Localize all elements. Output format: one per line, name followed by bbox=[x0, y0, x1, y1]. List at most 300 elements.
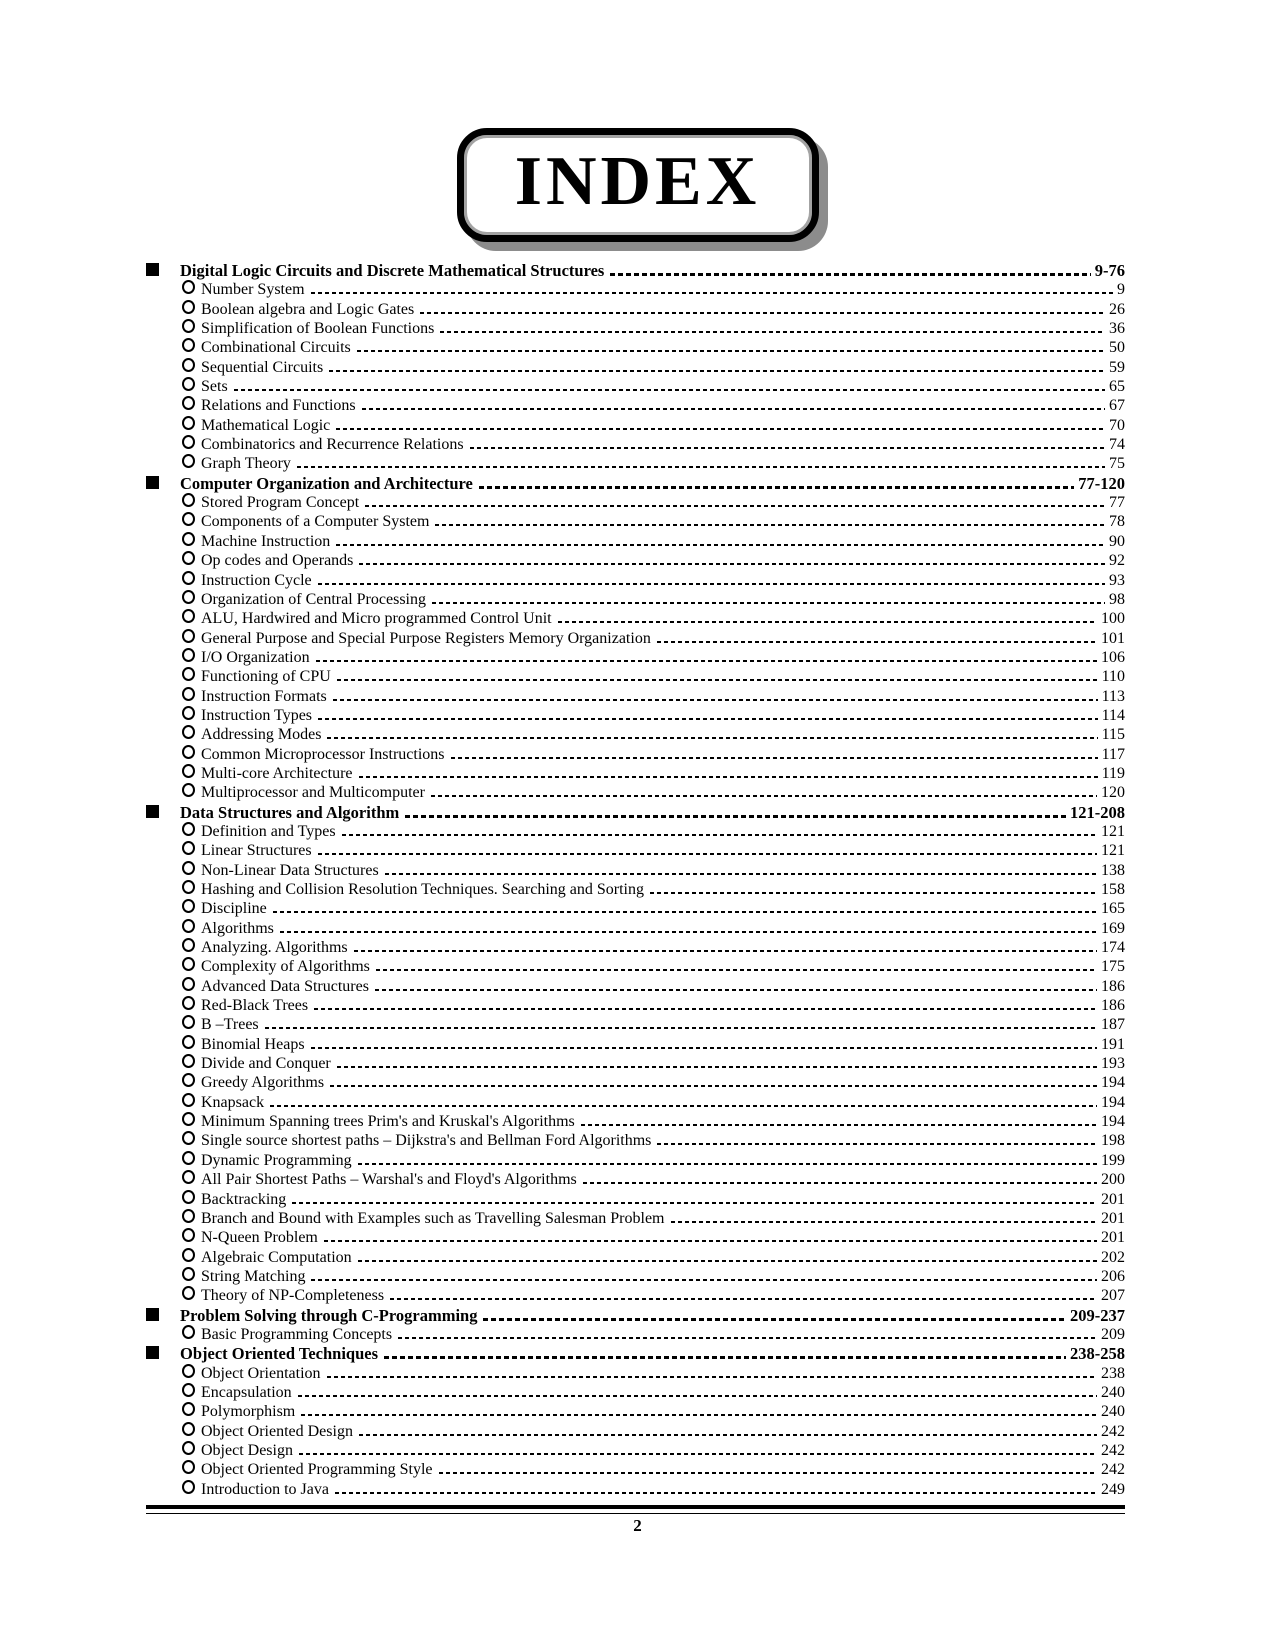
dotted-leader bbox=[327, 737, 1097, 739]
toc-item-row bbox=[146, 667, 1125, 686]
dotted-leader bbox=[299, 1453, 1097, 1455]
dotted-leader bbox=[327, 1376, 1097, 1378]
toc-item-row bbox=[146, 1093, 1125, 1112]
toc-item-page-number: 74 bbox=[1109, 436, 1125, 454]
circle-bullet-icon bbox=[182, 938, 195, 952]
dotted-leader bbox=[384, 1356, 1066, 1359]
toc-item-label: Combinational Circuits bbox=[201, 339, 351, 357]
toc-item-page-number: 199 bbox=[1101, 1151, 1125, 1169]
dotted-leader bbox=[358, 1260, 1097, 1262]
toc-list bbox=[146, 261, 1125, 1499]
toc-item-label: Object Orientation bbox=[201, 1364, 321, 1382]
dotted-leader bbox=[337, 679, 1098, 681]
circle-bullet-icon bbox=[182, 822, 195, 836]
toc-item-page-number: 194 bbox=[1101, 1074, 1125, 1092]
dotted-leader bbox=[318, 718, 1098, 720]
toc-item-row bbox=[146, 629, 1125, 648]
circle-bullet-icon bbox=[182, 532, 195, 546]
toc-item-row bbox=[146, 1054, 1125, 1073]
toc-item-label: Op codes and Operands bbox=[201, 552, 354, 570]
circle-bullet-icon bbox=[182, 841, 195, 855]
dotted-leader bbox=[385, 873, 1097, 875]
dotted-leader bbox=[318, 853, 1097, 855]
toc-item-page-number: 242 bbox=[1101, 1461, 1125, 1479]
toc-item-label: Single source shortest paths – Dijkstra's and Bellman Ford Algorithms bbox=[201, 1132, 652, 1150]
toc-item-row bbox=[146, 822, 1125, 841]
dotted-leader bbox=[657, 1143, 1097, 1145]
toc-item-label: Multiprocessor and Multicomputer bbox=[201, 784, 425, 802]
toc-item-label: Machine Instruction bbox=[201, 532, 331, 550]
toc-item-row bbox=[146, 1422, 1125, 1441]
circle-bullet-icon bbox=[182, 396, 195, 410]
toc-item-label: Sequential Circuits bbox=[201, 358, 324, 376]
toc-item-row bbox=[146, 977, 1125, 996]
toc-item-row bbox=[146, 512, 1125, 531]
dotted-leader bbox=[359, 1434, 1097, 1436]
dotted-leader bbox=[301, 1414, 1097, 1416]
toc-item-page-number: 93 bbox=[1109, 571, 1125, 589]
dotted-leader bbox=[333, 699, 1098, 701]
dotted-leader bbox=[558, 621, 1097, 623]
dotted-leader bbox=[234, 389, 1105, 391]
circle-bullet-icon bbox=[182, 338, 195, 352]
circle-bullet-icon bbox=[182, 1460, 195, 1474]
dotted-leader bbox=[405, 815, 1066, 818]
circle-bullet-icon bbox=[182, 571, 195, 585]
dotted-leader bbox=[650, 892, 1097, 894]
dotted-leader bbox=[581, 1124, 1097, 1126]
circle-bullet-icon bbox=[182, 899, 195, 913]
toc-item-page-number: 240 bbox=[1101, 1403, 1125, 1421]
toc-item-page-number: 169 bbox=[1101, 919, 1125, 937]
toc-item-label: Sets bbox=[201, 378, 228, 396]
toc-item-page-number: 75 bbox=[1109, 455, 1125, 473]
toc-item-page-number: 36 bbox=[1109, 320, 1125, 338]
toc-item-row bbox=[146, 1170, 1125, 1189]
toc-item-row bbox=[146, 1460, 1125, 1479]
toc-item-row bbox=[146, 571, 1125, 590]
dotted-leader bbox=[314, 1008, 1097, 1010]
square-bullet-icon bbox=[146, 263, 159, 276]
toc-item-page-number: 77 bbox=[1109, 494, 1125, 512]
toc-item-page-number: 194 bbox=[1101, 1093, 1125, 1111]
dotted-leader bbox=[311, 292, 1113, 294]
dotted-leader bbox=[375, 989, 1097, 991]
toc-item-row bbox=[146, 1112, 1125, 1131]
dotted-leader bbox=[390, 1298, 1097, 1300]
toc-item-label: Combinatorics and Recurrence Relations bbox=[201, 436, 464, 454]
circle-bullet-icon bbox=[182, 880, 195, 894]
toc-item-label: General Purpose and Special Purpose Registers Memory Organization bbox=[201, 629, 651, 647]
dotted-leader bbox=[265, 1027, 1097, 1029]
toc-item-row bbox=[146, 1035, 1125, 1054]
toc-item-page-number: 59 bbox=[1109, 358, 1125, 376]
toc-item-row bbox=[146, 919, 1125, 938]
toc-item-page-number: 121 bbox=[1101, 842, 1125, 860]
toc-item-label: Stored Program Concept bbox=[201, 494, 360, 512]
square-bullet-icon bbox=[146, 1346, 159, 1359]
dotted-leader bbox=[657, 641, 1097, 643]
dotted-leader bbox=[440, 331, 1105, 333]
toc-chapter-page-range: 9-76 bbox=[1094, 261, 1125, 280]
circle-bullet-icon bbox=[182, 861, 195, 875]
toc-item-label: Encapsulation bbox=[201, 1383, 292, 1401]
toc-item-page-number: 78 bbox=[1109, 513, 1125, 531]
toc-item-label: Knapsack bbox=[201, 1093, 265, 1111]
dotted-leader bbox=[297, 466, 1105, 468]
toc-item-row bbox=[146, 1228, 1125, 1247]
dotted-leader bbox=[342, 834, 1097, 836]
toc-item-page-number: 120 bbox=[1101, 784, 1125, 802]
dotted-leader bbox=[671, 1221, 1098, 1223]
dotted-leader bbox=[362, 408, 1105, 410]
circle-bullet-icon bbox=[182, 1383, 195, 1397]
dotted-leader bbox=[483, 1318, 1066, 1321]
toc-chapter-row bbox=[146, 1306, 1125, 1325]
toc-item-row bbox=[146, 687, 1125, 706]
circle-bullet-icon bbox=[182, 1073, 195, 1087]
dotted-leader bbox=[420, 312, 1105, 314]
toc-item-label: Non-Linear Data Structures bbox=[201, 861, 379, 879]
toc-item-page-number: 26 bbox=[1109, 300, 1125, 318]
circle-bullet-icon bbox=[182, 725, 195, 739]
toc-chapter-row bbox=[146, 261, 1125, 280]
toc-item-page-number: 201 bbox=[1101, 1209, 1125, 1227]
dotted-leader bbox=[336, 544, 1105, 546]
toc-item-page-number: 207 bbox=[1101, 1287, 1125, 1305]
circle-bullet-icon bbox=[182, 996, 195, 1010]
toc-item-row bbox=[146, 280, 1125, 299]
toc-item-page-number: 201 bbox=[1101, 1190, 1125, 1208]
circle-bullet-icon bbox=[182, 977, 195, 991]
toc-item-page-number: 9 bbox=[1117, 281, 1125, 299]
toc-item-row bbox=[146, 551, 1125, 570]
toc-item-label: Instruction Formats bbox=[201, 687, 327, 705]
toc-item-label: Discipline bbox=[201, 900, 267, 918]
toc-item-row bbox=[146, 319, 1125, 338]
toc-item-row bbox=[146, 1248, 1125, 1267]
circle-bullet-icon bbox=[182, 590, 195, 604]
toc-item-page-number: 110 bbox=[1101, 668, 1125, 686]
toc-item-label: ALU, Hardwired and Micro programmed Control Unit bbox=[201, 610, 552, 628]
circle-bullet-icon bbox=[182, 1480, 195, 1494]
toc-item-label: Functioning of CPU bbox=[201, 668, 331, 686]
toc-item-row bbox=[146, 416, 1125, 435]
toc-item-page-number: 198 bbox=[1101, 1132, 1125, 1150]
circle-bullet-icon bbox=[182, 1190, 195, 1204]
dotted-leader bbox=[354, 950, 1097, 952]
circle-bullet-icon bbox=[182, 551, 195, 565]
toc-item-label: Advanced Data Structures bbox=[201, 977, 369, 995]
toc-item-label: Algorithms bbox=[201, 919, 274, 937]
toc-item-page-number: 165 bbox=[1101, 900, 1125, 918]
circle-bullet-icon bbox=[182, 1151, 195, 1165]
toc-item-label: Branch and Bound with Examples such as Travelling Salesman Problem bbox=[201, 1209, 665, 1227]
toc-item-label: Dynamic Programming bbox=[201, 1151, 352, 1169]
toc-item-page-number: 193 bbox=[1101, 1055, 1125, 1073]
toc-item-row bbox=[146, 1364, 1125, 1383]
circle-bullet-icon bbox=[182, 1402, 195, 1416]
toc-item-page-number: 90 bbox=[1109, 532, 1125, 550]
toc-item-page-number: 138 bbox=[1101, 861, 1125, 879]
square-bullet-icon bbox=[146, 805, 159, 818]
circle-bullet-icon bbox=[182, 1015, 195, 1029]
toc-item-label: Backtracking bbox=[201, 1190, 287, 1208]
toc-item-row bbox=[146, 1480, 1125, 1499]
toc-chapter-page-range: 77-120 bbox=[1078, 473, 1125, 493]
toc-item-row bbox=[146, 590, 1125, 609]
circle-bullet-icon bbox=[182, 1112, 195, 1126]
toc-item-page-number: 187 bbox=[1101, 1016, 1125, 1034]
circle-bullet-icon bbox=[182, 1209, 195, 1223]
toc-item-row bbox=[146, 396, 1125, 415]
toc-item-label: Analyzing. Algorithms bbox=[201, 939, 348, 957]
toc-item-row bbox=[146, 532, 1125, 551]
toc-item-page-number: 100 bbox=[1101, 610, 1125, 628]
toc-item-row bbox=[146, 1402, 1125, 1421]
circle-bullet-icon bbox=[182, 1170, 195, 1184]
toc-item-page-number: 121 bbox=[1101, 822, 1125, 840]
circle-bullet-icon bbox=[182, 687, 195, 701]
toc-item-row bbox=[146, 493, 1125, 512]
toc-chapter-label: Digital Logic Circuits and Discrete Mathematical Structures bbox=[180, 261, 605, 280]
toc-item-label: Relations and Functions bbox=[201, 397, 356, 415]
toc-item-row bbox=[146, 783, 1125, 802]
toc-item-row bbox=[146, 899, 1125, 918]
toc-item-row bbox=[146, 609, 1125, 628]
circle-bullet-icon bbox=[182, 957, 195, 971]
circle-bullet-icon bbox=[182, 416, 195, 430]
circle-bullet-icon bbox=[182, 1228, 195, 1242]
dotted-leader bbox=[365, 505, 1105, 507]
dotted-leader bbox=[324, 1240, 1097, 1242]
circle-bullet-icon bbox=[182, 1325, 195, 1339]
toc-item-page-number: 202 bbox=[1101, 1248, 1125, 1266]
dotted-leader bbox=[451, 757, 1098, 759]
toc-item-label: Boolean algebra and Logic Gates bbox=[201, 300, 415, 318]
toc-item-page-number: 175 bbox=[1101, 958, 1125, 976]
toc-item-page-number: 50 bbox=[1109, 339, 1125, 357]
circle-bullet-icon bbox=[182, 783, 195, 797]
toc-item-row bbox=[146, 1383, 1125, 1402]
dotted-leader bbox=[337, 1066, 1097, 1068]
dotted-leader bbox=[439, 1472, 1097, 1474]
toc-item-label: N-Queen Problem bbox=[201, 1229, 318, 1247]
circle-bullet-icon bbox=[182, 280, 195, 294]
toc-chapter-label: Data Structures and Algorithm bbox=[180, 802, 400, 822]
toc-item-page-number: 194 bbox=[1101, 1113, 1125, 1131]
toc-item-label: String Matching bbox=[201, 1267, 306, 1285]
toc-item-page-number: 70 bbox=[1109, 416, 1125, 434]
toc-item-page-number: 117 bbox=[1101, 745, 1125, 763]
circle-bullet-icon bbox=[182, 435, 195, 449]
toc-item-row bbox=[146, 454, 1125, 473]
toc-item-label: Divide and Conquer bbox=[201, 1055, 331, 1073]
dotted-leader bbox=[318, 583, 1105, 585]
toc-item-row bbox=[146, 1209, 1125, 1228]
circle-bullet-icon bbox=[182, 493, 195, 507]
toc-item-page-number: 242 bbox=[1101, 1422, 1125, 1440]
dotted-leader bbox=[311, 1047, 1097, 1049]
dotted-leader bbox=[479, 486, 1074, 489]
circle-bullet-icon bbox=[182, 377, 195, 391]
toc-item-label: Binomial Heaps bbox=[201, 1035, 305, 1053]
index-title-box bbox=[457, 128, 819, 242]
toc-item-label: Number System bbox=[201, 281, 305, 299]
toc-item-page-number: 65 bbox=[1109, 378, 1125, 396]
dotted-leader bbox=[316, 660, 1097, 662]
toc-item-label: Components of a Computer System bbox=[201, 513, 430, 531]
dotted-leader bbox=[273, 911, 1097, 913]
toc-item-label: Hashing and Collision Resolution Techniques. Searching and Sorting bbox=[201, 881, 644, 898]
toc-item-row bbox=[146, 1151, 1125, 1170]
toc-chapter-page-range: 238-258 bbox=[1070, 1344, 1125, 1364]
toc-item-page-number: 191 bbox=[1101, 1035, 1125, 1053]
circle-bullet-icon bbox=[182, 358, 195, 372]
toc-chapter-page-range: 121-208 bbox=[1070, 802, 1125, 822]
circle-bullet-icon bbox=[182, 1093, 195, 1107]
toc-item-row bbox=[146, 764, 1125, 783]
toc-item-label: Object Oriented Design bbox=[201, 1422, 353, 1440]
toc-item-label: Instruction Cycle bbox=[201, 571, 312, 589]
toc-item-page-number: 158 bbox=[1101, 881, 1125, 898]
dotted-leader bbox=[335, 1492, 1097, 1494]
toc-item-row bbox=[146, 938, 1125, 957]
toc-item-label: Object Design bbox=[201, 1441, 293, 1459]
toc-item-label: Linear Structures bbox=[201, 842, 312, 860]
circle-bullet-icon bbox=[182, 706, 195, 720]
dotted-leader bbox=[292, 1202, 1097, 1204]
toc-item-page-number: 114 bbox=[1101, 706, 1125, 724]
circle-bullet-icon bbox=[182, 1131, 195, 1145]
toc-item-page-number: 106 bbox=[1101, 648, 1125, 666]
dotted-leader bbox=[358, 1163, 1097, 1165]
toc-item-row bbox=[146, 358, 1125, 377]
dotted-leader bbox=[376, 969, 1097, 971]
toc-item-row bbox=[146, 725, 1125, 744]
toc-item-label: Definition and Types bbox=[201, 822, 336, 840]
toc-chapter-row bbox=[146, 474, 1125, 493]
toc-item-page-number: 242 bbox=[1101, 1441, 1125, 1459]
footer-page-number: 2 bbox=[633, 1516, 642, 1535]
footer-rule bbox=[146, 1505, 1125, 1514]
dotted-leader bbox=[432, 602, 1105, 604]
circle-bullet-icon bbox=[182, 745, 195, 759]
toc-item-row bbox=[146, 957, 1125, 976]
toc-item-page-number: 238 bbox=[1101, 1364, 1125, 1382]
toc-item-row bbox=[146, 1267, 1125, 1286]
toc-item-row bbox=[146, 1131, 1125, 1150]
circle-bullet-icon bbox=[182, 1364, 195, 1378]
toc-item-page-number: 98 bbox=[1109, 590, 1125, 608]
circle-bullet-icon bbox=[182, 1441, 195, 1455]
toc-item-row bbox=[146, 648, 1125, 667]
toc-chapter-row bbox=[146, 803, 1125, 822]
toc-item-page-number: 113 bbox=[1101, 687, 1125, 705]
toc-item-row bbox=[146, 1286, 1125, 1305]
toc-item-page-number: 186 bbox=[1101, 977, 1125, 995]
toc-item-label: Mathematical Logic bbox=[201, 416, 331, 434]
toc-item-row bbox=[146, 1190, 1125, 1209]
circle-bullet-icon bbox=[182, 319, 195, 333]
toc-item-row bbox=[146, 377, 1125, 396]
toc-item-page-number: 206 bbox=[1101, 1267, 1125, 1285]
toc-item-label: Object Oriented Programming Style bbox=[201, 1461, 433, 1479]
toc-item-page-number: 92 bbox=[1109, 552, 1125, 570]
toc-item-label: Algebraic Computation bbox=[201, 1248, 352, 1266]
circle-bullet-icon bbox=[182, 648, 195, 662]
toc-item-row bbox=[146, 996, 1125, 1015]
toc-item-row bbox=[146, 1325, 1125, 1344]
circle-bullet-icon bbox=[182, 1248, 195, 1262]
toc-item-label: Minimum Spanning trees Prim's and Kruskal's Algorithms bbox=[201, 1113, 575, 1131]
toc-chapter-page-range: 209-237 bbox=[1070, 1305, 1125, 1325]
circle-bullet-icon bbox=[182, 629, 195, 643]
toc-item-page-number: 174 bbox=[1101, 939, 1125, 957]
toc-item-page-number: 67 bbox=[1109, 397, 1125, 415]
dotted-leader bbox=[298, 1395, 1097, 1397]
dotted-leader bbox=[583, 1182, 1097, 1184]
dotted-leader bbox=[359, 563, 1105, 565]
toc-item-label: Greedy Algorithms bbox=[201, 1074, 325, 1092]
circle-bullet-icon bbox=[182, 1035, 195, 1049]
toc-item-label: Red-Black Trees bbox=[201, 997, 309, 1015]
toc-item-label: Simplification of Boolean Functions bbox=[201, 320, 435, 338]
toc-item-row bbox=[146, 880, 1125, 899]
toc-item-page-number: 200 bbox=[1101, 1171, 1125, 1189]
square-bullet-icon bbox=[146, 1308, 159, 1321]
toc-item-label: Introduction to Java bbox=[201, 1480, 329, 1498]
toc-chapter-label: Computer Organization and Architecture bbox=[180, 473, 473, 493]
toc-item-row bbox=[146, 841, 1125, 860]
toc-item-label: Instruction Types bbox=[201, 706, 313, 724]
dotted-leader bbox=[280, 931, 1097, 933]
toc-item-row bbox=[146, 861, 1125, 880]
dotted-leader bbox=[431, 795, 1097, 797]
toc-item-row bbox=[146, 435, 1125, 454]
square-bullet-icon bbox=[146, 476, 159, 489]
toc-item-page-number: 101 bbox=[1101, 629, 1125, 647]
toc-item-page-number: 240 bbox=[1101, 1383, 1125, 1401]
toc-item-label: I/O Organization bbox=[201, 648, 310, 666]
dotted-leader bbox=[359, 776, 1098, 778]
circle-bullet-icon bbox=[182, 1267, 195, 1281]
circle-bullet-icon bbox=[182, 1054, 195, 1068]
toc-item-label: B –Trees bbox=[201, 1016, 259, 1034]
toc-item-label: Polymorphism bbox=[201, 1403, 296, 1421]
toc-item-label: Graph Theory bbox=[201, 455, 291, 473]
toc-item-label: Complexity of Algorithms bbox=[201, 958, 370, 976]
dotted-leader bbox=[311, 1279, 1097, 1281]
toc-item-page-number: 249 bbox=[1101, 1480, 1125, 1498]
circle-bullet-icon bbox=[182, 609, 195, 623]
toc-chapter-row bbox=[146, 1344, 1125, 1363]
circle-bullet-icon bbox=[182, 454, 195, 468]
dotted-leader bbox=[336, 428, 1105, 430]
toc-item-label: Theory of NP-Completeness bbox=[201, 1287, 385, 1305]
circle-bullet-icon bbox=[182, 512, 195, 526]
toc-item-label: Addressing Modes bbox=[201, 726, 322, 744]
toc-item-row bbox=[146, 706, 1125, 725]
toc-item-label: Organization of Central Processing bbox=[201, 590, 426, 608]
toc-item-row bbox=[146, 300, 1125, 319]
toc-item-row bbox=[146, 338, 1125, 357]
toc-item-label: All Pair Shortest Paths – Warshal's and Floyd's Algorithms bbox=[201, 1171, 577, 1189]
dotted-leader bbox=[610, 273, 1090, 276]
circle-bullet-icon bbox=[182, 764, 195, 778]
toc-item-page-number: 119 bbox=[1101, 764, 1125, 782]
dotted-leader bbox=[398, 1337, 1097, 1339]
